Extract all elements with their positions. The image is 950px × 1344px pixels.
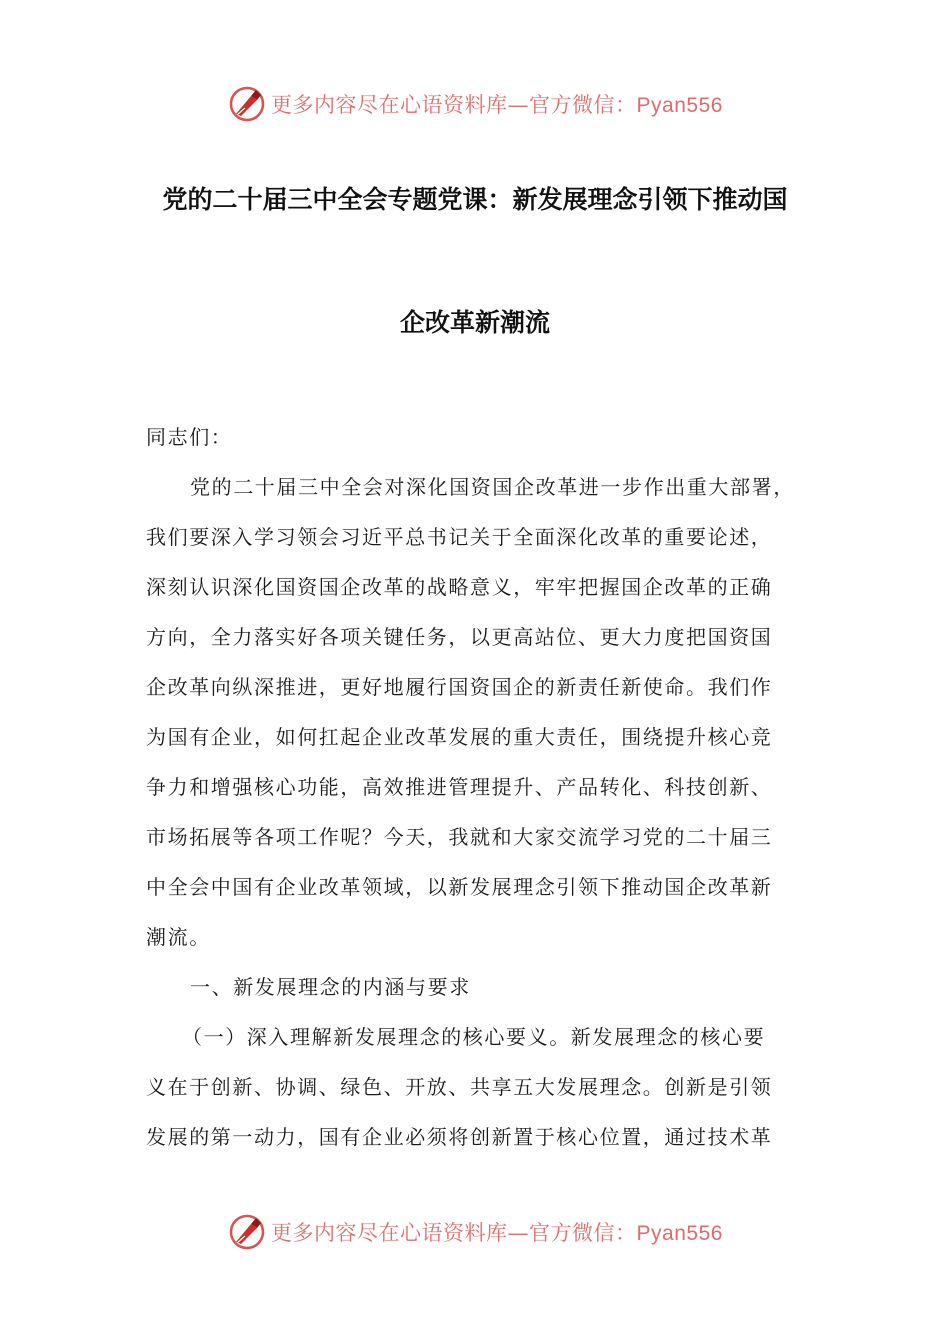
pen-nib-logo-icon [227,1212,267,1252]
body-line: 中全会中国有企业改革领域，以新发展理念引领下推动国企改革新 [146,875,773,899]
section-heading: 一、新发展理念的内涵与要求 [190,975,471,999]
body-line: 我们要深入学习领会习近平总书记关于全面深化改革的重要论述， [146,525,773,549]
body-line: 争力和增强核心功能，高效推进管理提升、产品转化、科技创新、 [146,775,773,799]
body-line: 方向，全力落实好各项关键任务，以更高站位、更大力度把国资国 [146,625,773,649]
watermark-text: 更多内容尽在心语资料库—官方微信：Pyan556 [271,93,723,117]
body-line: 潮流。 [146,925,211,949]
watermark-wechat-id: Pyan556 [636,1222,723,1245]
body-line: 为国有企业，如何扛起企业改革发展的重大责任，围绕提升核心竞 [146,725,773,749]
footer-watermark [0,1210,950,1254]
document-title-line-1: 党的二十届三中全会专题党课：新发展理念引领下推动国 [162,185,788,214]
subsection-heading: （一）深入理解新发展理念的核心要义。新发展理念的核心要 [182,1025,766,1049]
body-line: 党的二十届三中全会对深化国资国企改革进一步作出重大部署， [190,475,795,499]
watermark-text: 更多内容尽在心语资料库—官方微信：Pyan556 [271,1221,723,1245]
body-line: 企改革向纵深推进，更好地履行国资国企的新责任新使命。我们作 [146,675,773,699]
pen-nib-logo-icon [227,84,267,124]
body-line: 义在于创新、协调、绿色、开放、共享五大发展理念。创新是引领 [146,1075,773,1099]
document-title-line-2: 企改革新潮流 [399,308,550,337]
body-line: 发展的第一动力，国有企业必须将创新置于核心位置，通过技术革 [146,1125,773,1149]
document-body [146,412,806,1162]
body-line: 深刻认识深化国资国企改革的战略意义，牢牢把握国企改革的正确 [146,575,773,599]
watermark-wechat-id: Pyan556 [636,94,723,117]
header-watermark [0,82,950,126]
body-line: 市场拓展等各项工作呢？今天，我就和大家交流学习党的二十届三 [146,825,773,849]
greeting: 同志们： [146,425,233,449]
